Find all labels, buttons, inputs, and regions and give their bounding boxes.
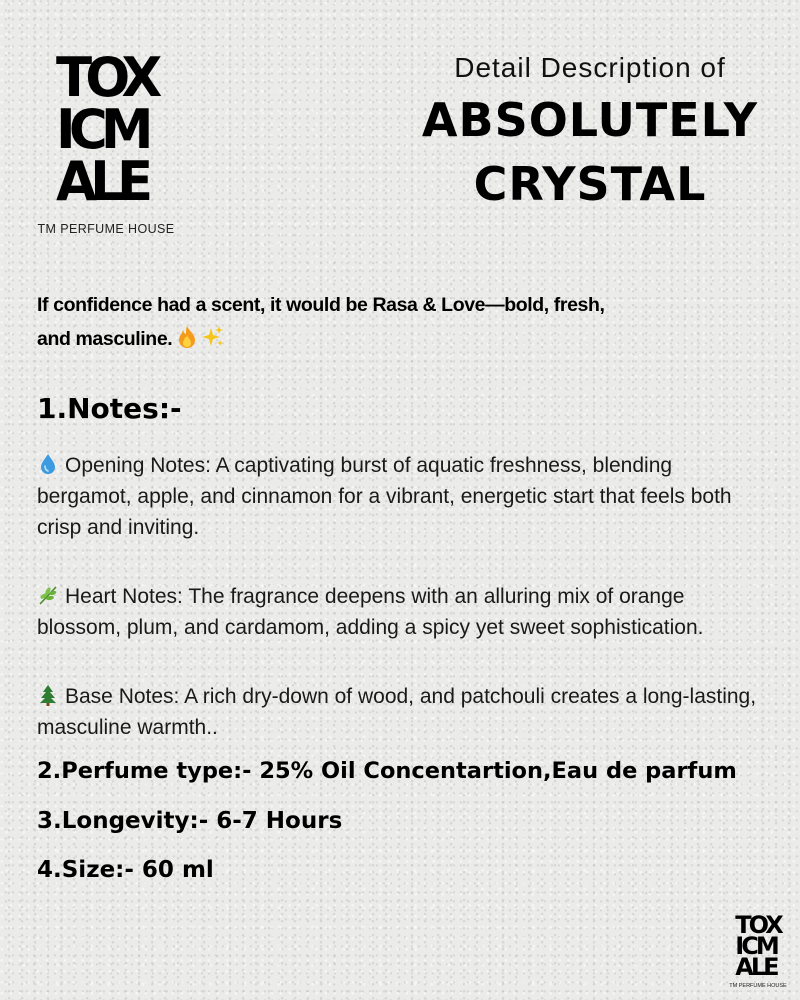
size: 4.Size:- 60 ml [37, 857, 214, 883]
note-text: Opening Notes: A captivating burst of aquatic freshness, blending bergamot, apple, and cinnamon for a vibrant, energetic start that feels both crisp and inviting. [37, 454, 732, 539]
logo-line: ICM [56, 98, 147, 161]
brand-logo [26, 46, 186, 236]
page-subtitle: Detail Description of [454, 52, 726, 83]
logo-line: ALE [735, 953, 777, 981]
notes-section-title: 1.Notes:- [37, 392, 182, 425]
logo-line: ICM [735, 932, 777, 960]
brand-logo-small [720, 911, 796, 989]
brand-tagline: TM PERFUME HOUSE [37, 222, 175, 236]
brand-tagline-small: TM PERFUME HOUSE [729, 983, 787, 989]
logo-line: TOX [56, 46, 156, 109]
logo-line: ALE [56, 150, 147, 213]
intro-line: If confidence had a scent, it would be Rasa & Love—bold, fresh, [37, 294, 605, 316]
base-notes [37, 681, 767, 743]
opening-notes [37, 450, 767, 543]
evergreen-tree-icon [37, 684, 59, 706]
logo-line: TOX [735, 911, 781, 939]
longevity: 3.Longevity:- 6-7 Hours [37, 808, 343, 834]
intro-text [37, 288, 737, 360]
sparkles-icon [202, 325, 224, 360]
logo-wordmark-small [735, 911, 781, 981]
intro-line-with-emoji [37, 322, 737, 360]
herb-icon [37, 584, 59, 606]
droplet-icon [37, 453, 59, 475]
fire-icon [176, 325, 198, 360]
perfume-type: 2.Perfume type:- 25% Oil Concentartion,Eau de parfum [37, 758, 737, 784]
note-text: Base Notes: A rich dry-down of wood, and patchouli creates a long-lasting, masculine warmth.. [37, 685, 757, 739]
logo-wordmark [55, 46, 156, 213]
product-name-line2: CRYSTAL [473, 157, 707, 211]
product-name-line1: ABSOLUTELY [421, 93, 759, 147]
heart-notes [37, 581, 767, 643]
intro-line: and masculine. [37, 328, 173, 350]
page-heading [400, 52, 780, 212]
note-text: Heart Notes: The fragrance deepens with an alluring mix of orange blossom, plum, and cardamom, adding a spicy yet sweet sophistication. [37, 585, 704, 639]
